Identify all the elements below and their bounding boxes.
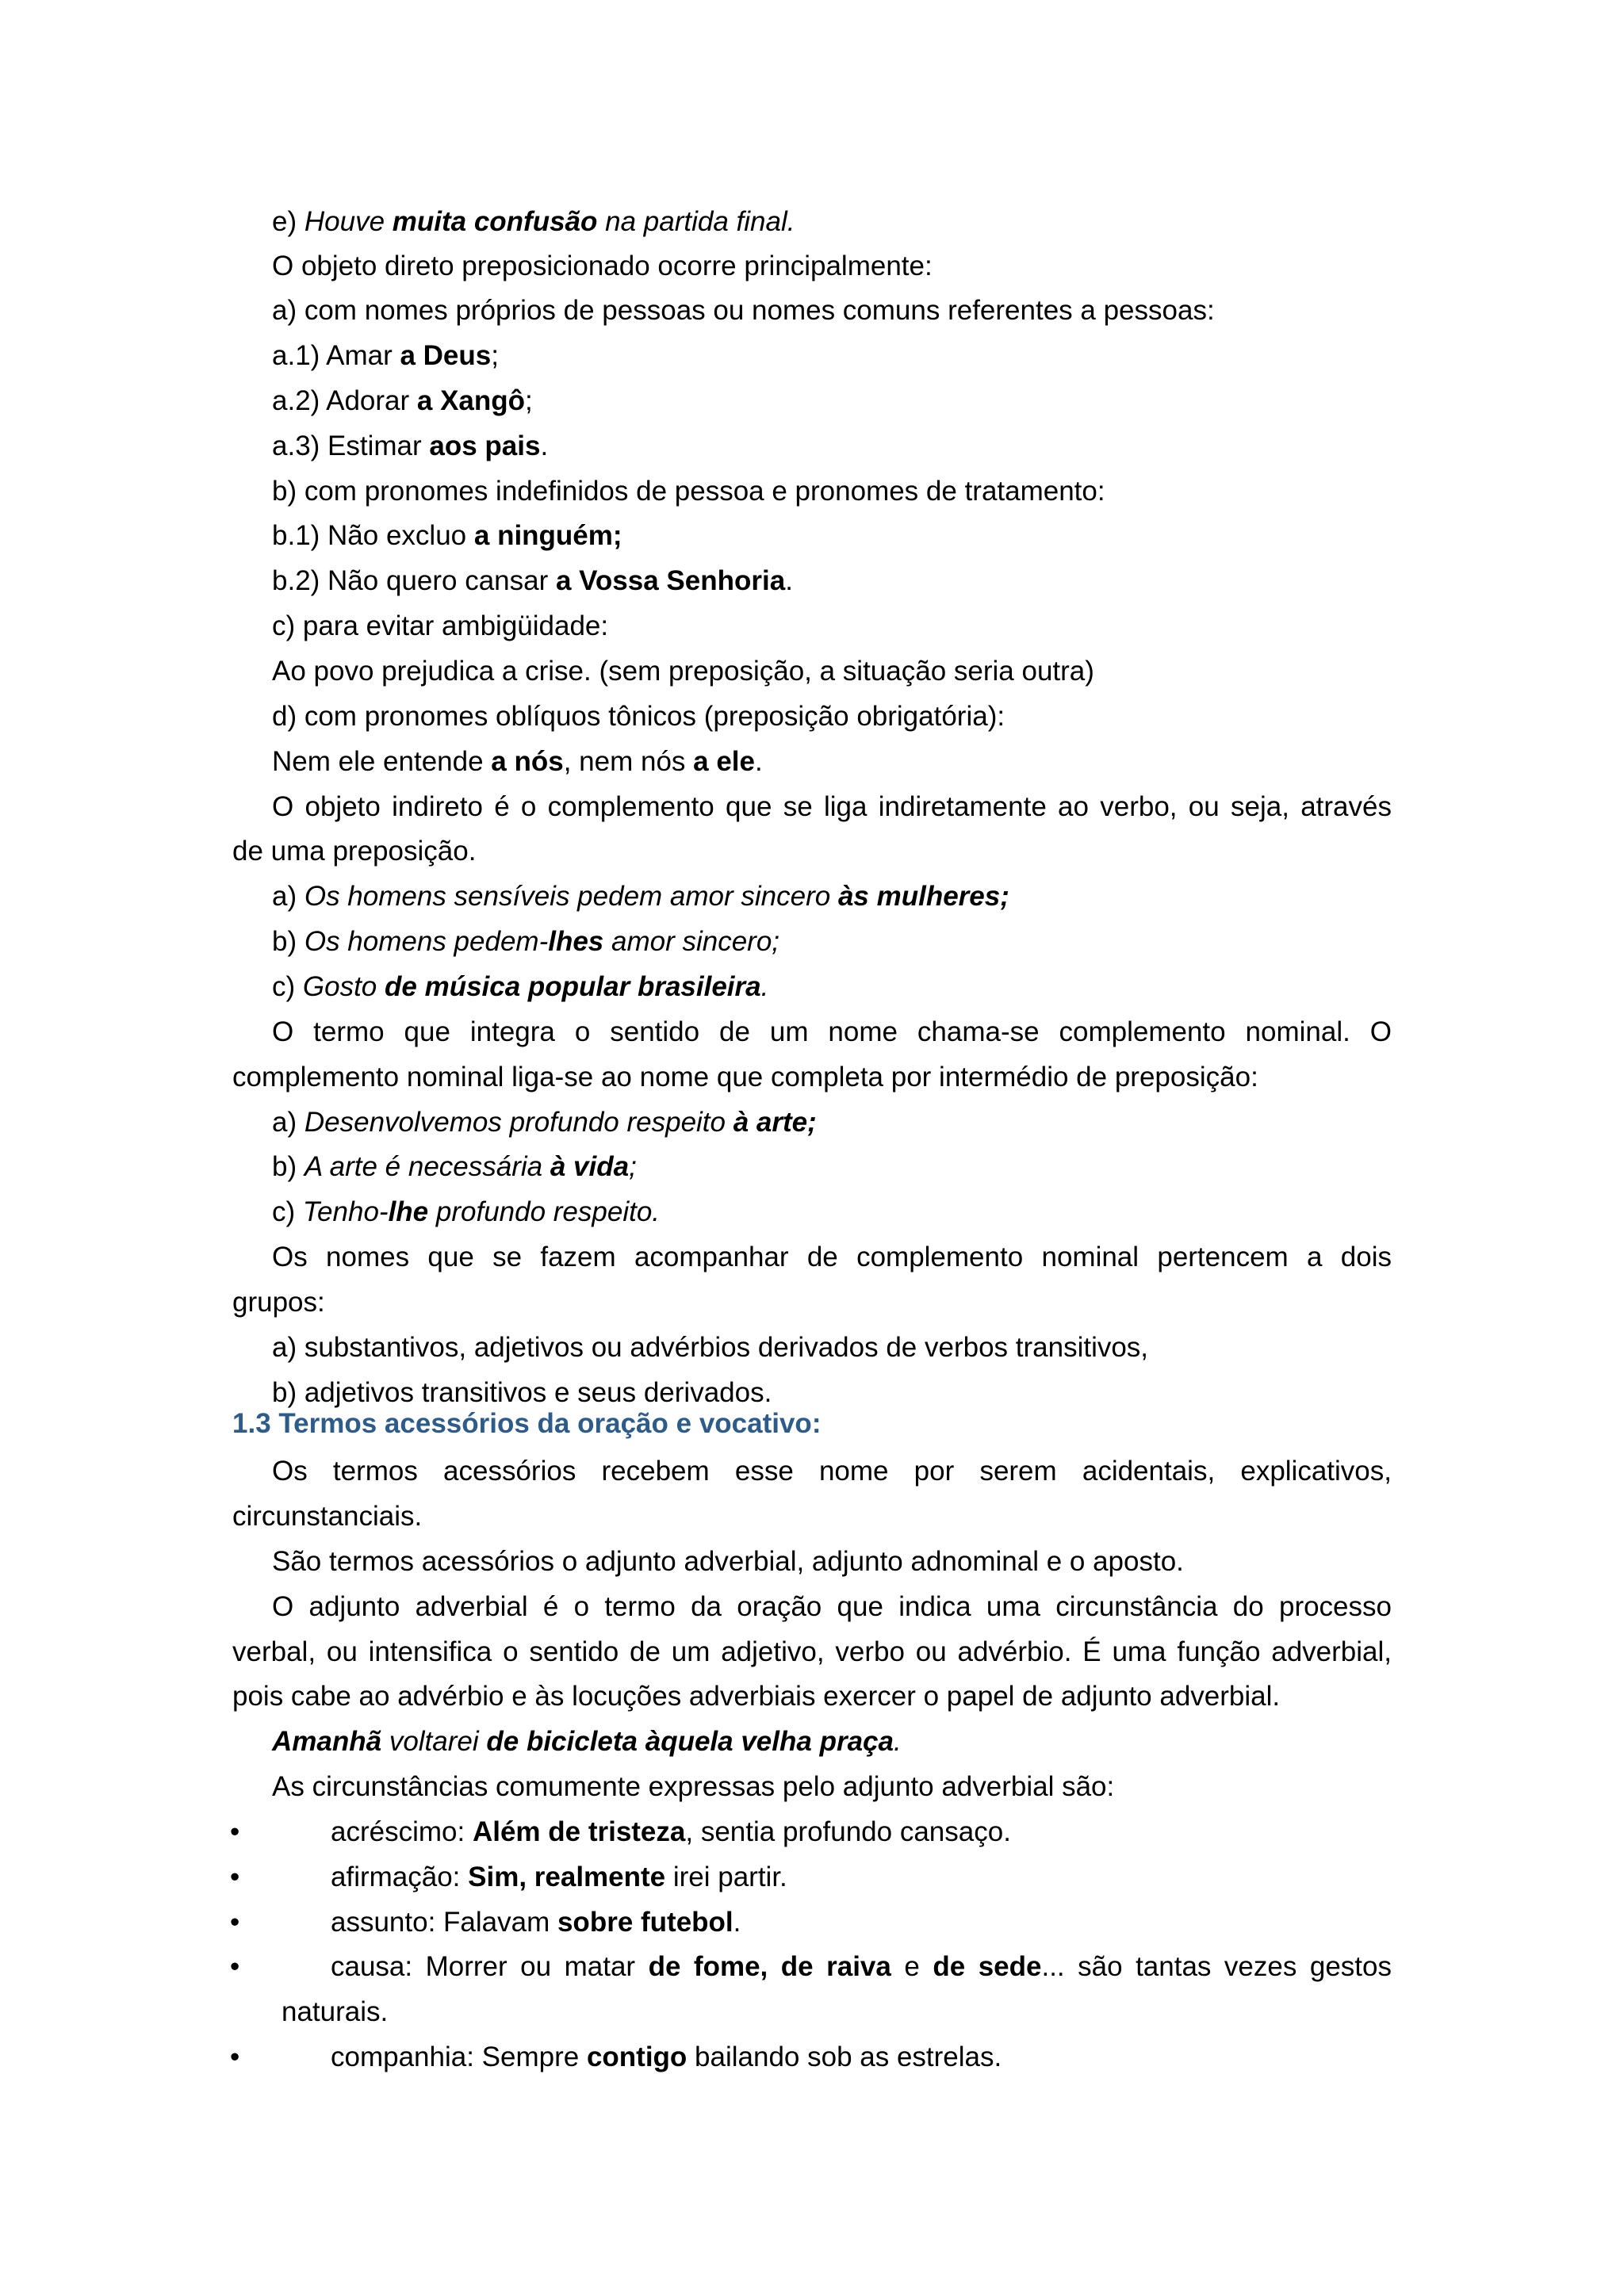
emphasized-text: muita confusão — [392, 206, 598, 237]
text-run: assunto: Falavam — [331, 1907, 557, 1938]
text-run: causa: Morrer ou matar — [331, 1951, 649, 1982]
text-run: Os homens pedem- — [304, 926, 549, 957]
text-run: a) — [272, 881, 304, 912]
text-run: . — [893, 1726, 902, 1757]
text-run: . — [760, 971, 769, 1002]
bullet-text — [331, 1951, 1392, 1983]
text-run: Ao povo prejudica a crise. (sem preposição, a situação seria outra) — [272, 656, 1094, 687]
text-run: c) para evitar ambigüidade: — [272, 610, 609, 641]
emphasized-text: a nós — [491, 746, 564, 777]
bullet-text — [331, 1816, 1011, 1848]
line-content — [272, 656, 1094, 687]
text-run: companhia: Sempre — [331, 2042, 587, 2072]
line-content — [272, 1591, 1392, 1623]
text-run: Os termos acessórios recebem esse nome por serem acidentais, explicativos, — [272, 1456, 1392, 1487]
text-run: As circunstâncias comumente expressas pelo adjunto adverbial são: — [272, 1771, 1115, 1802]
line-content — [272, 1242, 1392, 1273]
text-run: d) com pronomes oblíquos tônicos (preposição obrigatória): — [272, 701, 1005, 732]
line-content — [272, 1456, 1392, 1487]
emphasized-text: de fome, de raiva — [648, 1951, 891, 1982]
text-run: O objeto direto preposicionado ocorre principalmente: — [272, 251, 933, 281]
text-run: a) — [272, 1107, 304, 1138]
line-content — [272, 971, 768, 1003]
emphasized-text: lhe — [388, 1196, 429, 1227]
text-run: afirmação: — [331, 1862, 469, 1892]
line-content — [272, 1726, 902, 1758]
line-content — [272, 610, 608, 642]
bullet-text — [331, 1862, 787, 1893]
emphasized-text: à vida — [550, 1151, 630, 1182]
text-run: Tenho- — [302, 1196, 389, 1227]
line-content — [272, 476, 1105, 507]
text-run: b) — [272, 926, 304, 957]
line-content — [272, 520, 622, 552]
text-run: . — [755, 746, 763, 777]
text-run: . — [540, 430, 549, 461]
text-run: naturais. — [282, 1996, 389, 2027]
bullet-text — [282, 1996, 388, 2028]
line-content — [272, 746, 763, 778]
line-content — [272, 340, 499, 372]
line-content — [272, 385, 533, 417]
emphasized-text: a ele — [693, 746, 755, 777]
text-run: b.1) Não excluo — [272, 520, 474, 551]
bullet-icon: • — [230, 1951, 240, 1982]
text-run: Os nomes que se fazem acompanhar de complemento nominal pertencem a dois — [272, 1242, 1392, 1272]
text-run: São termos acessórios o adjunto adverbial, adjunto adnominal e o aposto. — [272, 1546, 1184, 1577]
line-content — [272, 1151, 637, 1183]
emphasized-text: a Vossa Senhoria — [555, 565, 786, 596]
bullet-icon: • — [230, 1862, 240, 1892]
text-run: b) adjetivos transitivos e seus derivados. — [272, 1377, 772, 1408]
text-run: profundo respeito. — [428, 1196, 661, 1227]
line-content — [232, 1408, 821, 1440]
emphasized-text: de bicicleta àquela velha praça — [486, 1726, 894, 1757]
emphasized-text: às mulheres; — [837, 881, 1009, 912]
text-run: b) com pronomes indefinidos de pessoa e pronomes de tratamento: — [272, 476, 1105, 507]
line-content — [232, 836, 476, 867]
emphasized-text: a Xangô — [416, 385, 526, 416]
text-run: b) — [272, 1151, 304, 1182]
bullet-icon: • — [230, 1816, 240, 1847]
line-content — [272, 1377, 772, 1409]
text-run: O objeto indireto é o complemento que se liga indiretamente ao verbo, ou seja, através — [272, 791, 1392, 822]
emphasized-text: Amanhã — [272, 1726, 382, 1757]
text-run: e — [891, 1951, 933, 1982]
text-run: circunstanciais. — [232, 1501, 423, 1532]
line-content — [232, 1681, 1280, 1712]
emphasized-text: Sim, realmente — [468, 1862, 666, 1892]
emphasized-text: lhes — [548, 926, 604, 957]
text-run: pois cabe ao advérbio e às locuções adverbiais exercer o papel de adjunto adverbial. — [232, 1681, 1281, 1712]
line-content — [272, 881, 1009, 913]
text-run: e) — [272, 206, 304, 237]
line-content — [272, 1546, 1184, 1578]
emphasized-text: Além de tristeza — [472, 1816, 686, 1847]
line-content — [272, 701, 1005, 733]
line-content — [232, 1636, 1392, 1668]
text-run: na partida final. — [597, 206, 795, 237]
bullet-text — [331, 2042, 1002, 2073]
text-run: c) — [272, 1196, 303, 1227]
line-content — [272, 1771, 1114, 1803]
line-content — [272, 206, 795, 238]
bullet-icon: • — [230, 1907, 240, 1938]
line-content — [272, 295, 1215, 327]
line-content — [272, 251, 933, 282]
text-run: Os homens sensíveis pedem amor sincero — [304, 881, 838, 912]
line-content — [272, 791, 1392, 823]
text-run: a.2) Adorar — [272, 385, 417, 416]
text-run: A arte é necessária — [304, 1151, 550, 1182]
text-run: complemento nominal liga-se ao nome que completa por intermédio de preposição: — [232, 1062, 1258, 1093]
emphasized-text: aos pais — [429, 430, 541, 461]
text-run: . — [733, 1907, 741, 1938]
emphasized-text: contigo — [586, 2042, 688, 2072]
text-run: de uma preposição. — [232, 836, 477, 867]
text-run: b.2) Não quero cansar — [272, 565, 556, 596]
text-run: 1.3 Termos acessórios da oração e vocativo: — [232, 1408, 822, 1439]
text-run: Gosto — [302, 971, 385, 1002]
emphasized-text: a Deus — [400, 340, 492, 371]
emphasized-text: de música popular brasileira — [385, 971, 761, 1002]
text-run: a.1) Amar — [272, 340, 400, 371]
text-run: O adjunto adverbial é o termo da oração que indica uma circunstância do processo — [272, 1591, 1392, 1622]
text-run: , sentia profundo cansaço. — [685, 1816, 1011, 1847]
text-run: a.3) Estimar — [272, 430, 430, 461]
text-run: c) — [272, 971, 303, 1002]
text-run: grupos: — [232, 1287, 325, 1318]
text-run: verbal, ou intensifica o sentido de um adjetivo, verbo ou advérbio. É uma função adverbial, — [232, 1636, 1392, 1667]
line-content — [272, 926, 779, 958]
text-run: voltarei — [381, 1726, 487, 1757]
text-run: ; — [525, 385, 533, 416]
emphasized-text: de sede — [933, 1951, 1042, 1982]
text-run: acréscimo: — [331, 1816, 473, 1847]
text-run: . — [785, 565, 793, 596]
text-run: Desenvolvemos profundo respeito — [304, 1107, 733, 1138]
line-content — [272, 565, 793, 597]
text-run: Nem ele entende — [272, 746, 492, 777]
text-run: , nem nós — [563, 746, 694, 777]
text-run: irei partir. — [665, 1862, 787, 1892]
text-run: Houve — [304, 206, 393, 237]
emphasized-text: à arte; — [733, 1107, 817, 1138]
text-run: ; — [629, 1151, 637, 1182]
line-content — [272, 1107, 817, 1138]
emphasized-text: a ninguém; — [473, 520, 622, 551]
line-content — [272, 430, 548, 462]
text-run: ... são tantas vezes gestos — [1041, 1951, 1392, 1982]
line-content — [272, 1332, 1148, 1364]
line-content — [232, 1287, 325, 1318]
bullet-text — [331, 1907, 741, 1938]
text-run: a) com nomes próprios de pessoas ou nomes comuns referentes a pessoas: — [272, 295, 1215, 326]
line-content — [272, 1196, 660, 1228]
line-content — [272, 1016, 1392, 1048]
text-run: a) substantivos, adjetivos ou advérbios derivados de verbos transitivos, — [272, 1332, 1149, 1363]
text-run: bailando sob as estrelas. — [687, 2042, 1002, 2072]
bullet-icon: • — [230, 2042, 240, 2072]
line-content — [232, 1501, 422, 1533]
text-run: ; — [491, 340, 499, 371]
emphasized-text: sobre futebol — [557, 1907, 733, 1938]
text-run: O termo que integra o sentido de um nome chama-se complemento nominal. O — [272, 1016, 1392, 1047]
text-run: amor sincero; — [603, 926, 780, 957]
line-content — [232, 1062, 1258, 1093]
